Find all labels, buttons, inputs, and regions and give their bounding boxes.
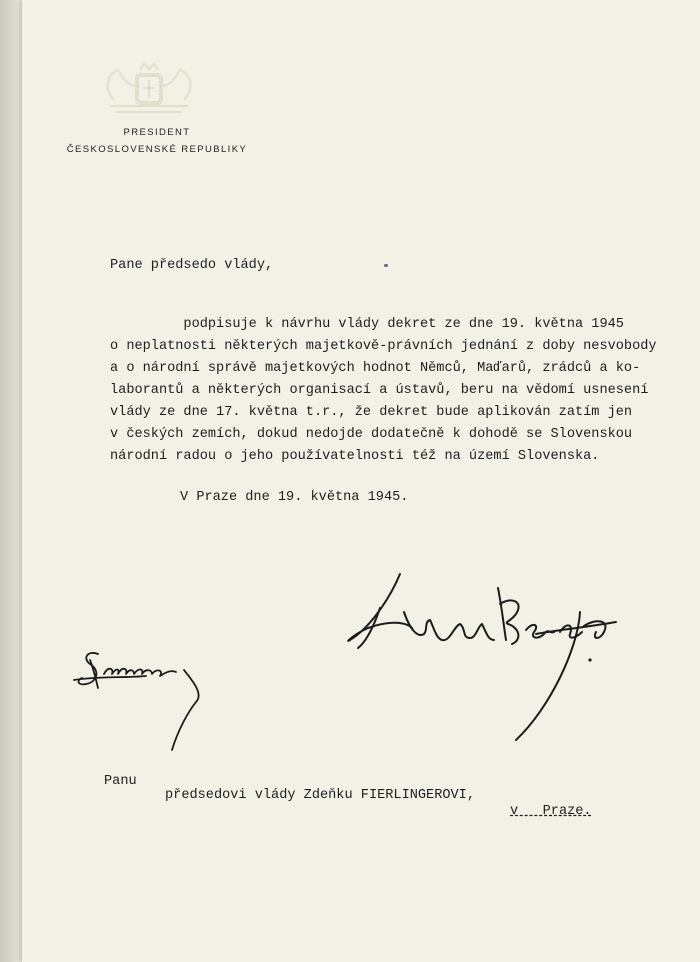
letter-date: V Praze dne 19. května 1945.	[180, 490, 409, 505]
recipient-city	[510, 801, 592, 823]
recipient-city-text: v Praze.	[510, 804, 592, 819]
page-edge	[0, 0, 22, 962]
recipient-name: předsedovi vlády Zdeňku FIERLINGEROVI,	[165, 788, 475, 803]
embossed-crest-seal	[94, 60, 204, 118]
ink-speck	[384, 264, 388, 267]
handwritten-signature	[320, 568, 620, 748]
letterhead-subtitle: ČESKOSLOVENSKÉ REPUBLIKY	[66, 144, 248, 155]
letterhead-title: PRESIDENT	[123, 127, 191, 138]
salutation: Pane předsedo vlády,	[110, 258, 274, 273]
countersignature	[68, 640, 218, 760]
letterhead	[42, 124, 272, 158]
letter-body: podpisuje k návrhu vlády dekret ze dne 19. května 1945 o neplatnosti některých majetkově-právních jednání z doby nesvobody a o národní správě majetkových hodnot Němců, Maďarů, zrádců a ko- laborantů a některých organisací a ústavů, beru na vědomí usnesení vlády ze dne 17. května t.r., že dekret bude aplikován zatím jen v českých zemích, dokud nedojde dodatečně k dohodě se Slovenskou národní radou o jeho používatelnosti též na území Slovenska.	[110, 317, 657, 464]
recipient-salutation: Panu	[104, 774, 137, 789]
